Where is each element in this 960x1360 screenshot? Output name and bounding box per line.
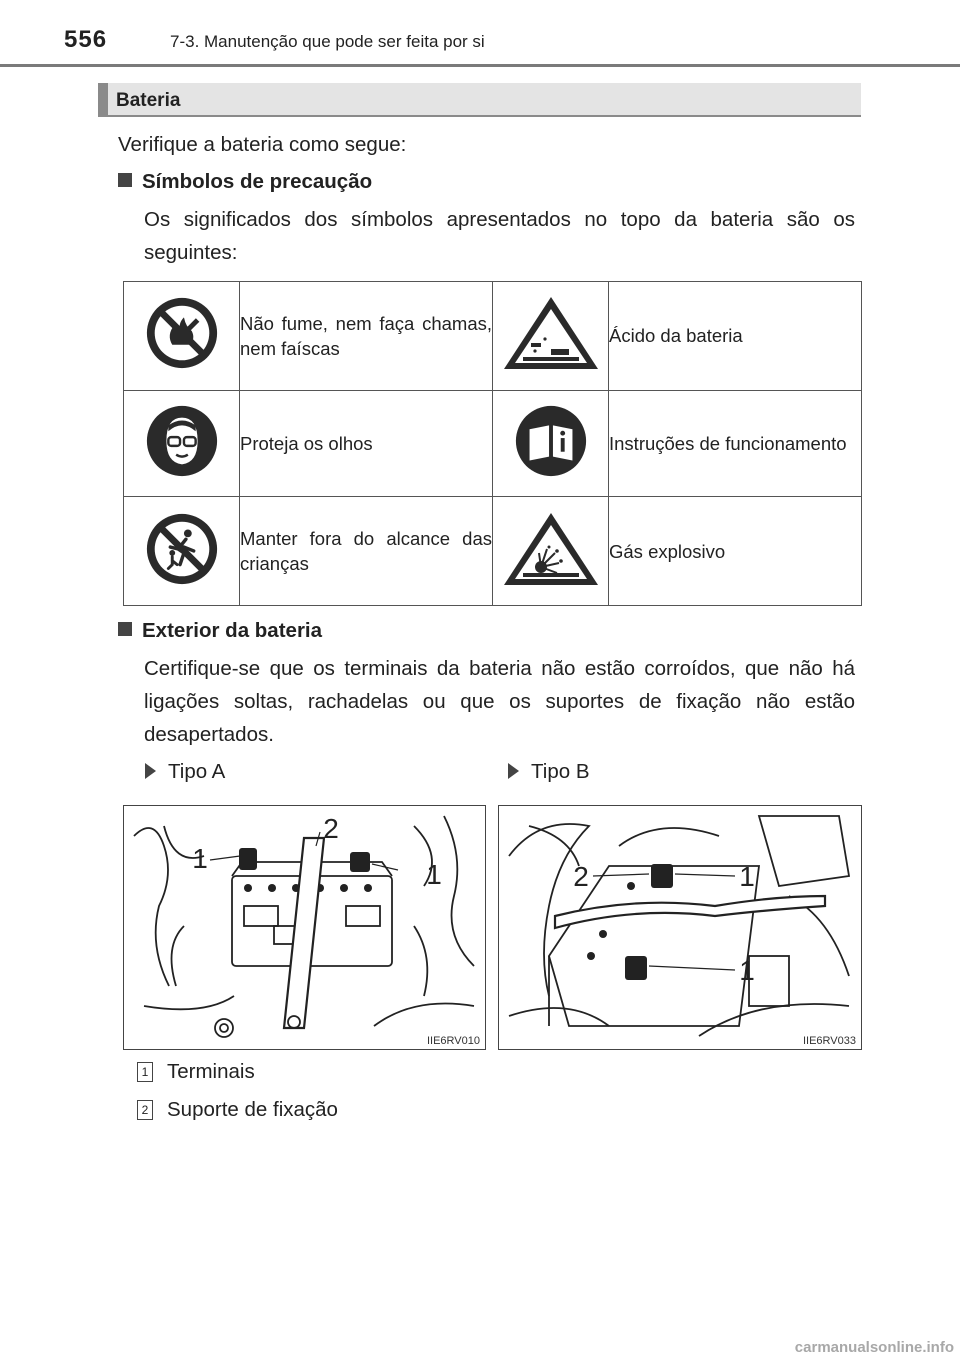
exterior-heading-text: Exterior da bateria: [142, 619, 323, 642]
chapter-title: 7-3. Manutenção que pode ser feita por si: [170, 32, 485, 51]
arrow-right-icon: [145, 763, 156, 779]
arrow-right-icon: [508, 763, 519, 779]
legend-text: Suporte de fixação: [167, 1098, 338, 1121]
legend-item: [137, 1060, 255, 1084]
legend-number: 1: [137, 1062, 153, 1082]
no-smoking-icon: [143, 294, 221, 372]
symbol-cell: [493, 282, 609, 391]
callout-number: 2: [573, 861, 589, 892]
symbol-label: Não fume, nem faça chamas, nem faíscas: [240, 282, 493, 391]
caution-heading: [118, 170, 372, 194]
table-row: [124, 497, 862, 606]
symbol-cell: [124, 390, 240, 496]
header-rule: [0, 64, 960, 67]
battery-type-b-illustration: [499, 806, 860, 1048]
keep-away-children-icon: [143, 510, 221, 588]
symbol-label: Manter fora do alcance das crianças: [240, 497, 493, 606]
legend-item: [137, 1098, 338, 1122]
battery-figure-type-b: [498, 805, 862, 1050]
section-title-bar: [98, 83, 861, 117]
type-b-text: Tipo B: [531, 760, 590, 783]
caution-heading-text: Símbolos de precaução: [142, 170, 373, 193]
symbol-cell: [124, 282, 240, 391]
table-row: [124, 390, 862, 496]
symbol-label: Gás explosivo: [609, 497, 862, 606]
symbol-label: Ácido da bateria: [609, 282, 862, 391]
symbol-label: Instruções de funcionamento: [609, 390, 862, 496]
callout-number: 1: [739, 955, 755, 986]
page-number: 556: [64, 26, 108, 53]
symbol-cell: [124, 497, 240, 606]
square-bullet-icon: [118, 173, 132, 187]
type-a-text: Tipo A: [168, 760, 226, 783]
battery-acid-icon: [501, 293, 601, 373]
eye-protection-icon: [143, 402, 221, 480]
symbols-table: [123, 281, 862, 606]
explosive-gas-icon: [501, 509, 601, 589]
callout-number: 1: [739, 861, 755, 892]
operating-instructions-icon: [512, 402, 590, 480]
exterior-heading: [118, 619, 322, 643]
watermark: carmanualsonline.info: [794, 1339, 954, 1356]
symbol-cell: [493, 390, 609, 496]
square-bullet-icon: [118, 622, 132, 636]
battery-figure-type-a: [123, 805, 486, 1050]
battery-type-a-illustration: [124, 806, 484, 1048]
symbol-label: Proteja os olhos: [240, 390, 493, 496]
legend-number: 2: [137, 1100, 153, 1120]
exterior-text: Certifique-se que os terminais da bateria não estão corroídos, que não há ligações soltas, rachadelas ou que os suportes de fixação não estão desapertados.: [144, 657, 855, 746]
callout-number: 2: [323, 813, 339, 844]
intro-text: Verifique a bateria como segue:: [118, 133, 407, 156]
callout-number: 1: [192, 843, 208, 874]
figure-code: IIE6RV033: [802, 1035, 856, 1047]
type-a-label: [145, 760, 225, 784]
table-row: [124, 282, 862, 391]
legend-text: Terminais: [167, 1060, 255, 1083]
type-b-label: [508, 760, 590, 784]
caution-text: Os significados dos símbolos apresentados no topo da bateria são os seguintes:: [144, 208, 855, 264]
symbol-cell: [493, 497, 609, 606]
figure-code: IIE6RV010: [426, 1035, 480, 1047]
section-title: Bateria: [116, 90, 181, 111]
callout-number: 1: [426, 859, 442, 890]
